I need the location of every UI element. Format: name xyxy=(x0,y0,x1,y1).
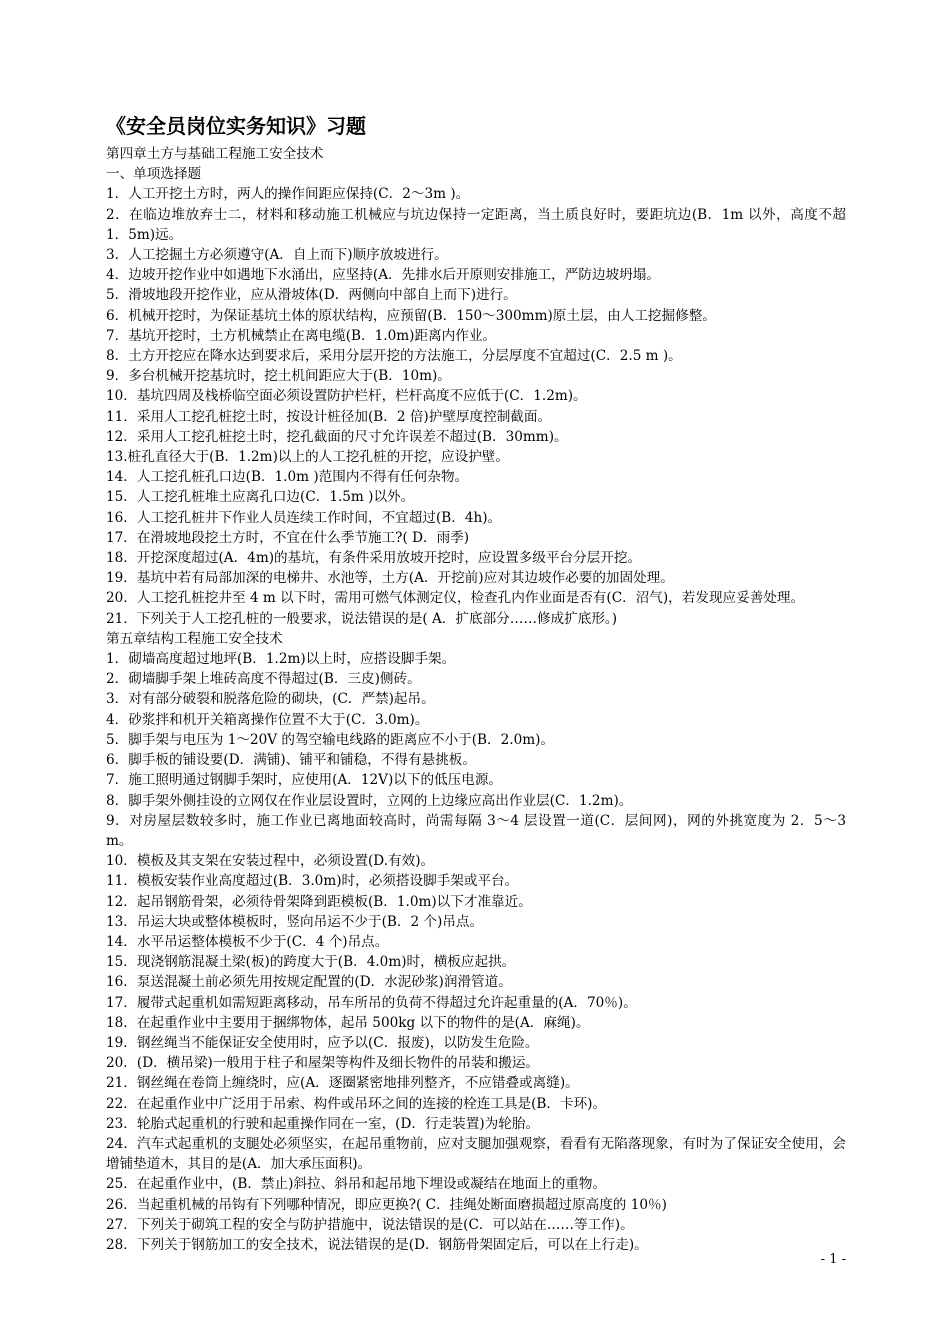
question-item: 23．轮胎式起重机的行驶和起重操作同在一室，(D．行走装置)为轮胎。 xyxy=(106,1115,540,1132)
question-item: 22．在起重作业中广泛用于吊索、构件或吊环之间的连接的栓连工具是(B．卡环)。 xyxy=(106,1095,607,1112)
question-item: 27．下列关于砌筑工程的安全与防护措施中，说法错误的是(C．可以站在……等工作)。 xyxy=(106,1216,634,1233)
question-item: 1．人工开挖土方时，两人的操作间距应保持(C．2～3m )。 xyxy=(106,186,470,203)
question-item: 24．汽车式起重机的支腿处必须坚实，在起吊重物前，应对支腿加强观察，看看有无陷落现象，有时为了保证安全使用，会增铺垫道木，其目的是(A．加大承压面积)。 xyxy=(106,1135,846,1173)
question-item: 1．砌墙高度超过地坪(B．1.2m)以上时，应搭设脚手架。 xyxy=(106,651,456,668)
question-item: 10．模板及其支架在安装过程中，必须设置(D.有效)。 xyxy=(106,853,435,870)
question-item: 28．下列关于钢筋加工的安全技术，说法错误的是(D．钢筋骨架固定后，可以在上行走)。 xyxy=(106,1236,648,1253)
section-heading: 一、单项选择题 xyxy=(106,166,202,183)
question-item: 4．砂浆拌和机开关箱离操作位置不大于(C．3.0m)。 xyxy=(106,711,429,728)
question-item: 5．滑坡地段开挖作业，应从滑坡体(D．两侧向中部自上而下)进行。 xyxy=(106,287,517,304)
question-item: 6．脚手板的铺设要(D．满铺)、铺平和铺稳，不得有悬挑板。 xyxy=(106,752,476,769)
question-item: 11．采用人工挖孔桩挖土时，按设计桩径加(B．2 倍)护壁厚度控制截面。 xyxy=(106,408,552,425)
question-item: 4．边坡开挖作业中如遇地下水涌出，应坚持(A．先排水后开原则安排施工，严防边坡坍塌。 xyxy=(106,267,660,284)
document-body xyxy=(106,144,846,1255)
question-item: 18．在起重作业中主要用于捆绑物体，起吊 500kg 以下的物件的是(A．麻绳)。 xyxy=(106,1014,590,1031)
question-item: 16．泵送混凝土前必须先用按规定配置的(D．水泥砂浆)润滑管道。 xyxy=(106,974,512,991)
question-item: 3．对有部分破裂和脱落危险的砌块，(C．严禁)起吊。 xyxy=(106,691,435,708)
question-item: 18．开挖深度超过(A．4m)的基坑，有条件采用放坡开挖时，应设置多级平台分层开挖。 xyxy=(106,550,642,567)
question-item: 12．采用人工挖孔桩挖土时，挖孔截面的尺寸允许误差不超过(B．30mm)。 xyxy=(106,428,568,445)
question-item: 10．基坑四周及栈桥临空面必须设置防护栏杆，栏杆高度不应低于(C．1.2m)。 xyxy=(106,388,587,405)
question-item: 5．脚手架与电压为 1～20V 的驾空输电线路的距离应不小于(B．2.0m)。 xyxy=(106,731,555,748)
question-item: 20．人工挖孔桩挖井至 4 m 以下时，需用可燃气体测定仪，检查孔内作业面是否有(C．沼气)，若发现应妥善处理。 xyxy=(106,590,805,607)
chapter-4-heading: 第四章土方与基础工程施工安全技术 xyxy=(106,146,324,162)
question-item: 20．(D．横吊梁)一般用于柱子和屋架等构件及细长物件的吊装和搬运。 xyxy=(106,1055,540,1072)
question-item: 21．钢丝绳在卷筒上缠绕时，应(A．逐圈紧密地排列整齐，不应错叠或离缝)。 xyxy=(106,1075,579,1092)
question-item: 14．人工挖孔桩孔口边(B．1.0m )范围内不得有任何杂物。 xyxy=(106,469,469,486)
question-item: 7．施工照明通过钢脚手架时，应使用(A．12V)以下的低压电源。 xyxy=(106,772,503,789)
question-item: 26．当起重机械的吊钩有下列哪种情况，即应更换?( C．挂绳处断面磨损超过原高度的 10％) xyxy=(106,1196,667,1213)
question-item: 25．在起重作业中，(B．禁止)斜拉、斜吊和起吊地下埋设或凝结在地面上的重物。 xyxy=(106,1176,607,1193)
question-item: 2．砌墙脚手架上堆砖高度不得超过(B．三皮)侧砖。 xyxy=(106,671,421,688)
question-item: 13．吊运大块或整体模板时，竖向吊运不少于(B．2 个)吊点。 xyxy=(106,913,484,930)
question-item: 19．基坑中若有局部加深的电梯井、水池等，土方(A．开挖前)应对其边坡作必要的加固处理。 xyxy=(106,570,674,587)
document-title: 《安全员岗位实务知识》习题 xyxy=(106,114,366,138)
question-item: 9．对房屋层数较多时，施工作业已离地面较高时，尚需每隔 3～4 层设置一道(C．层间网)，网的外挑宽度为 2．5～3 m。 xyxy=(106,812,846,849)
question-item: 12．起吊钢筋骨架，必须待骨架降到距模板(B．1.0m)以下才准靠近。 xyxy=(106,893,532,910)
question-item: 14．水平吊运整体模板不少于(C．4 个)吊点。 xyxy=(106,933,389,950)
question-item: 9．多台机械开挖基坑时，挖土机间距应大于(B．10m)。 xyxy=(106,368,451,385)
question-item: 11．模板安装作业高度超过(B．3.0m)时，必须搭设脚手架或平台。 xyxy=(106,873,519,890)
question-item: 8．脚手架外侧挂设的立网仅在作业层设置时，立网的上边缘应高出作业层(C．1.2m)。 xyxy=(106,792,633,809)
question-item: 19．钢丝绳当不能保证安全使用时，应予以(C．报废)，以防发生危险。 xyxy=(106,1034,539,1051)
page-number: - 1 - xyxy=(820,1252,846,1267)
question-item: 16．人工挖孔桩井下作业人员连续工作时间，不宜超过(B．4h)。 xyxy=(106,509,502,526)
question-item: 3．人工挖掘土方必须遵守(A．自上而下)顺序放坡进行。 xyxy=(106,247,448,264)
question-item: 17．履带式起重机如需短距离移动，吊车所吊的负荷不得超过允许起重量的(A．70％)。 xyxy=(106,994,637,1011)
question-item: 2．在临边堆放弃士二，材料和移动施工机械应与坑边保持一定距离，当土质良好时，要距坑边(B．1m 以外，高度不超 1．5m)远。 xyxy=(106,206,846,243)
question-item: 8．土方开挖应在降水达到要求后，采用分层开挖的方法施工，分层厚度不宜超过(C．2.5 m )。 xyxy=(106,348,682,365)
question-item: 21．下列关于人工挖孔桩的一般要求，说法错误的是( A．扩底部分……修成扩底形。) xyxy=(106,610,618,627)
question-item: 15．现浇钢筋混凝土梁(板)的跨度大于(B．4.0m)时，横板应起拱。 xyxy=(106,954,516,971)
question-item: 7．基坑开挖时，土方机械禁止在离电缆(B．1.0m)距离内作业。 xyxy=(106,327,497,344)
chapter-5-heading: 第五章结构工程施工安全技术 xyxy=(106,630,283,647)
question-item: 15．人工挖孔桩堆土应离孔口边(C．1.5m )以外。 xyxy=(106,489,415,506)
question-item: 6．机械开挖时，为保证基坑土体的原状结构，应预留(B．150～300mm)原土层，由人工挖掘修整。 xyxy=(106,307,716,324)
question-item: 17．在滑坡地段挖土方时，不宜在什么季节施工?( D．雨季) xyxy=(106,529,470,546)
question-item: 13.桩孔直径大于(B．1.2m)以上的人工挖孔桩的开挖，应设护壁。 xyxy=(106,449,509,466)
